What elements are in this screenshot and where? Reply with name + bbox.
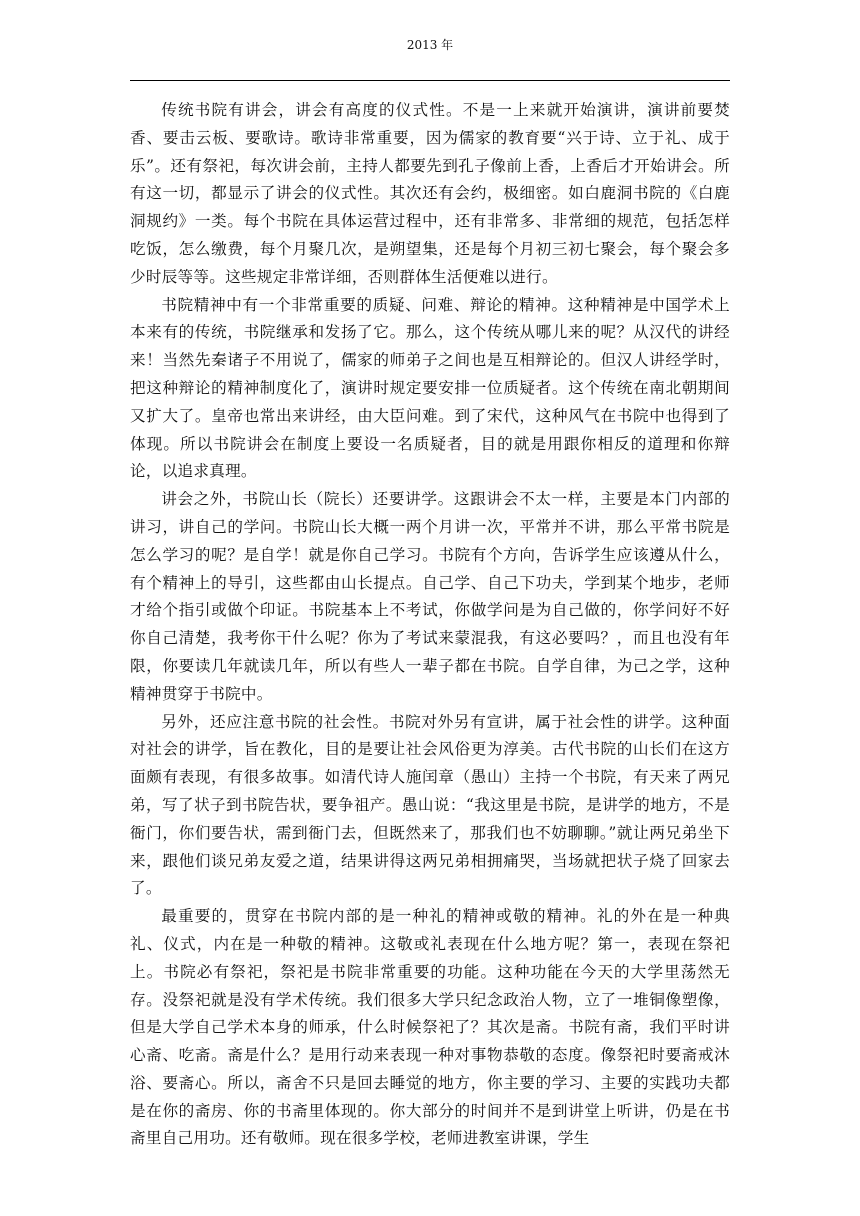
paragraph-social: 另外，还应注意书院的社会性。书院对外另有宣讲，属于社会性的讲学。这种面对社会的讲学，旨在教化，目的是要让社会风俗更为淳美。古代书院的山长们在这方面颇有表现，有很多故事。如清代诗人施闰章（愚山）主持一个书院，有天来了两兄弟，写了状子到书院告状，要争祖产。愚山说：“我这里是书院，是讲学的地方，不是衙门，你们要告状，需到衙门去，但既然来了，那我们也不妨聊聊。”就让两兄弟坐下来，跟他们谈兄弟友爱之道，结果讲得这两兄弟相拥痛哭，当场就把状子烧了回家去了。 — [130, 712, 730, 898]
page-header-year: 2013 年 — [406, 38, 454, 52]
paragraph-ritual: 传统书院有讲会，讲会有高度的仪式性。不是一上来就开始演讲，演讲前要焚香、要击云板、要歌诗。歌诗非常重要，因为儒家的教育要“兴于诗、立于礼、成于乐”。还有祭祀，每次讲会前，主持人都要先到孔子像前上香，上香后才开始讲会。所有这一切，都显示了讲会的仪式性。其次还有会约，极细密。如白鹿洞书院的《白鹿洞规约》一类。每个书院在具体运营过程中，还有非常多、非常细的规范，包括怎样吃饭，怎么缴费，每个月聚几次，是朔望集，还是每个月初三初七聚会，每个聚会多少时辰等等。这些规定非常详细，否则群体生活便难以进行。 — [130, 101, 730, 286]
paragraph-self-study: 讲会之外，书院山长（院长）还要讲学。这跟讲会不太一样，主要是本门内部的讲习，讲自己的学问。书院山长大概一两个月讲一次，平常并不讲，那么平常书院是怎么学习的呢？是自学！就是你自己学习。书院有个方向，告诉学生应该遵从什么，有个精神上的导引，这些都由山长提点。自己学、自己下功夫，学到某个地步，老师才给个指引或做个印证。书院基本上不考试，你做学问是为自己做的，你学问好不好你自己清楚，我考你干什么呢？你为了考试来蒙混我，有这必要吗？，而且也没有年限，你要读几年就读几年，所以有些人一辈子都在书院。自学自律，为己之学，这种精神贯穿于书院中。 — [130, 490, 730, 703]
paragraph-debate: 书院精神中有一个非常重要的质疑、问难、辩论的精神。这种精神是中国学术上本来有的传统，书院继承和发扬了它。那么，这个传统从哪儿来的呢？从汉代的讲经来！当然先秦诸子不用说了，儒家的师弟子之间也是互相辩论的。但汉人讲经学时，把这种辩论的精神制度化了，演讲时规定要安排一位质疑者。这个传统在南北朝期间又扩大了。皇帝也常出来讲经，由大臣问难。到了宋代，这种风气在书院中也得到了体现。所以书院讲会在制度上要设一名质疑者，目的就是用跟你相反的道理和你辩论，以追求真理。 — [130, 295, 730, 481]
header-divider — [130, 80, 730, 81]
article-body — [130, 97, 730, 1153]
paragraph-reverence: 最重要的，贯穿在书院内部的是一种礼的精神或敬的精神。礼的外在是一种典礼、仪式，内在是一种敬的精神。这敬或礼表现在什么地方呢？第一，表现在祭祀上。书院必有祭祀，祭祀是书院非常重要的功能。这种功能在今天的大学里荡然无存。没祭祀就是没有学术传统。我们很多大学只纪念政治人物，立了一堆铜像塑像，但是大学自己学术本身的师承，什么时候祭祀了？其次是斋。书院有斋，我们平时讲心斋、吃斋。斋是什么？是用行动来表现一种对事物恭敬的态度。像祭祀时要斋戒沐浴、要斋心。所以，斋舍不只是回去睡觉的地方，你主要的学习、主要的实践功夫都是在你的斋房、你的书斋里体现的。你大部分的时间并不是到讲堂上听讲，仍是在书斋里自己用功。还有敬师。现在很多学校，老师进教室讲课，学生 — [130, 907, 730, 1148]
